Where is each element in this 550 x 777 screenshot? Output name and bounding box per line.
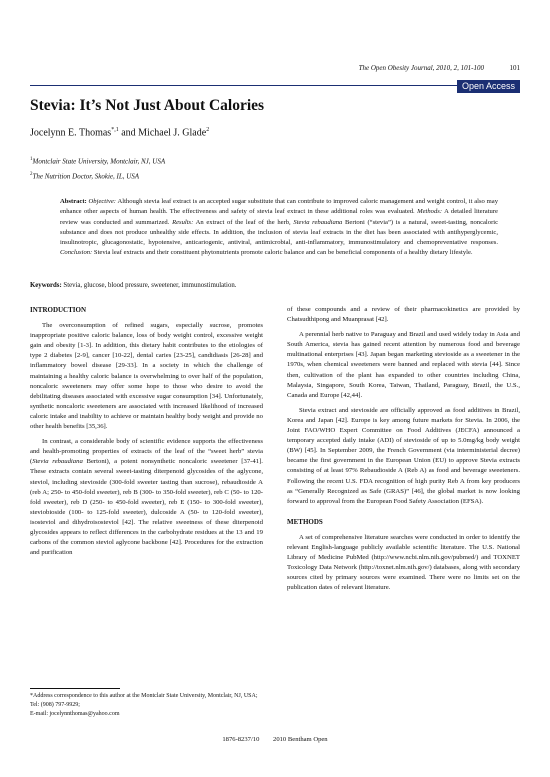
left-column <box>30 305 263 563</box>
header-rule <box>30 85 520 86</box>
open-access-badge: Open Access <box>457 80 520 93</box>
results-label: Results: <box>172 218 194 226</box>
objective-label: Objective: <box>88 198 117 205</box>
affiliation-text: Montclair State University, Montclair, NJ, USA <box>32 157 166 166</box>
conclusion-text: Stevia leaf extracts and their constituent phytonutrients promote caloric balance and can be beneficial components of a healthy dietary lifestyle. <box>93 249 473 257</box>
affiliation-mark: 2 <box>30 172 33 177</box>
methods-text: A detailed literature review was conducted and summarized. <box>60 208 498 226</box>
results-text: An extract of the leaf of the herb, <box>195 218 291 226</box>
affiliation-mark: 1 <box>30 157 33 162</box>
section-heading-introduction: INTRODUCTION <box>30 306 87 314</box>
affiliation-text: The Nutrition Doctor, Skokie, IL, USA <box>32 172 140 181</box>
author-affiliation-mark: *,1 <box>111 127 119 133</box>
intro-text: Bertoni), a potent nonsynthetic noncaloric sweetener [37-41]. These extracts contain several sweet-tasting diterpenoid glycosides of the aglycone, steviol, including stevioside (300-fold sweeter tasting than sucrose), rebaudioside A (reb A; 250- to 450-fold sweeter), reb B (300- to 350-fold sweeter), reb C (50- to 120-fold sweeter), reb D (250- to 450-fold sweeter), reb E (150- to 300-fold sweeter), steviobioside (100- to 125-fold sweeter), dulcoside A (50- to 120-fold sweeter), isosteviol and dihydroisosteviol [42]. The relative sweetness of these diterpenoid glycosides appears to reflect differences in the carbohydrate residues at the 13 and 19 carbons of the common steviol aglycone backbone [42]. Procedures for the extraction and purification <box>30 458 263 557</box>
conclusion-label: Conclusion: <box>60 249 93 257</box>
right-column <box>287 305 520 598</box>
page-footer <box>0 736 550 743</box>
affiliation <box>30 172 139 180</box>
keywords-text: Stevia, glucose, blood pressure, sweetener, immunostimulation. <box>63 282 237 289</box>
author-name: Michael J. Glade <box>138 127 207 139</box>
footnote-email: E-mail: jocelynnthomas@yahoo.com <box>30 711 120 717</box>
author-name: Jocelynn E. Thomas <box>30 127 112 139</box>
journal-citation: The Open Obesity Journal, 2010, 2, 101-100 <box>358 64 484 72</box>
keywords <box>30 282 520 289</box>
methods-label: Methods: <box>417 208 443 216</box>
keywords-label: Keywords: <box>30 282 62 289</box>
body-paragraph: of these compounds and a review of their pharmacokinetics are provided by Chatsudthipong and Muanprasat [42]. <box>287 306 520 324</box>
author-affiliation-mark: 2 <box>206 127 210 133</box>
abstract-label: Abstract: <box>60 198 87 205</box>
results-text: Bertoni (“stevia”) is a natural, sweet-tasting, noncaloric substance and does not produce unhealthy side effects. In addition, the inclusion of stevia leaf extracts in the diet has been associated with antihyperglycemic, insulinotropic, glucagonostatic, hypotensive, anticariogenic, antiviral, antimicrobial, anti-inflammatory, immunostimulatory and chemopreventative responses. <box>60 218 499 247</box>
author-list <box>30 127 209 138</box>
body-paragraph: A perennial herb native to Paraguay and Brazil and used widely today in Asia and South America, stevia has gained recent attention by numerous food and beverage multinational enterprises [43]. Japan began marketing stevioside as a sweetener in the 1970s, when chemical sweeteners were banned and replaced with stevia [44]. Since then, cultivation of the plant has expanded to other countries including China, Malaysia, Singapore, South Korea, Taiwan, Thailand, Paraguay, Brazil, the U.S., Canada and Europe [42,44]. <box>287 331 520 399</box>
methods-paragraph: A set of comprehensive literature searches were conducted in order to identify the relevant English-language publicly available scientific literature. The U.S. National Library of Medicine PubMed (http://www.ncbi.nlm.nih.gov/pubmed/) and TOXNET Toxicology Data Network (http://toxnet.nlm.nih.gov/) databases, along with secondary sources cited by primary sources were examined. There were no limits set on the publication dates of relevant literature. <box>287 533 520 592</box>
article-title: Stevia: It’s Not Just About Calories <box>30 97 265 114</box>
author-conjunction: and <box>118 127 139 139</box>
publisher: 2010 Bentham Open <box>273 736 328 743</box>
section-heading-methods: METHODS <box>287 517 323 526</box>
footnote-text: *Address correspondence to this author at the Montclair State University, Montclair, NJ, USA; Tel: (908) 797-9929; <box>30 693 258 708</box>
intro-paragraph: The overconsumption of refined sugars, especially sucrose, promotes inappropriate positive caloric balance, loss of body weight control, excessive weight gain and obesity [1-3]. In addition, this dietary habit contributes to the etiologies of type 2 diabetes [2-9], cancer [10-22], dental caries [23-25], candidiasis [26-28] and inflammatory bowel disease [29-33]. In a society in which the challenge of maintaining a healthy caloric balance is overwhelming to over half of the population, noncaloric sweeteners may offer some hope to those who desire to avoid the debilitating diseases associated with excessive sugar consumption [34]. Unfortunately, synthetic noncaloric sweeteners are associated with increased likelihood of increased caloric intake and inability to achieve or maintain healthy body weight and provide no other health benefits [35,36]. <box>30 322 263 431</box>
species-name: Stevia rebaudiana <box>32 458 83 466</box>
issn: 1876-8237/10 <box>222 736 260 743</box>
body-paragraph: Stevia extract and stevioside are officially approved as food additives in Brazil, Korea and Japan [42]. Europe is key among future markets for Stevia. In 2006, the Joint FAO/WHO Expert Committee on Food Additives (JECFA) announced a temporary accepted daily intake (ADI) of stevioside of up to 5.0mg/kg body weight (BW) [45]. In September 2009, the French Government (via interministerial decree) became the first government in the European Union (EU) to approve Stevia extracts consisting of at least 97% Rebaudioside A (Reb A) as food and beverage sweeteners. Following the recent U.S. FDA recognition of high purity Reb A from key producers as “Generally Recognized as Safe (GRAS)” [46], the global market is now looking forward to approval from the European Food Safety Association (EFSA). <box>287 406 520 505</box>
correspondence-footnote <box>30 692 263 719</box>
footnote-rule <box>30 688 120 689</box>
abstract <box>60 197 498 259</box>
species-name: Stevia rebaudiana <box>293 218 343 226</box>
page-number: 101 <box>509 64 520 72</box>
objective-text: Although stevia leaf extract is an accepted sugar substitute that can contribute to improved caloric management and weight control, it also may enhance other aspects of human health. The effectiveness and safety of stevia leaf extract in these additional roles was evaluated. <box>60 198 498 216</box>
intro-paragraph <box>30 437 263 558</box>
affiliation <box>30 157 165 165</box>
intro-text: In contrast, a considerable body of scientific evidence supports the effectiveness and health-promoting properties of extracts of the leaf of the “sweet herb” stevia ( <box>30 438 263 466</box>
